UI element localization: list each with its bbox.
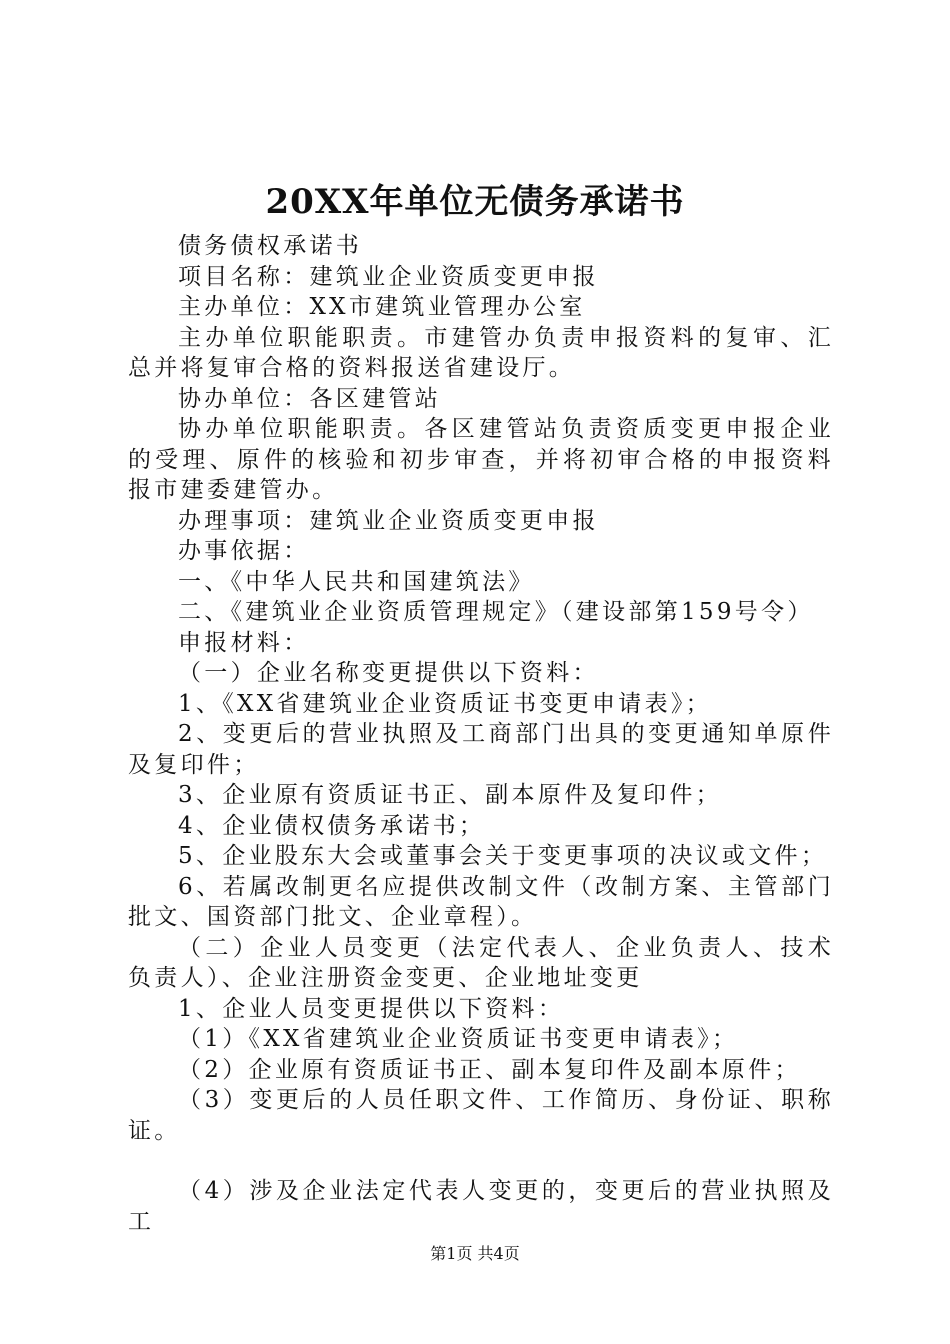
page-number: 第1页 共4页 bbox=[430, 1244, 520, 1263]
document-body bbox=[128, 231, 834, 1237]
paragraph: 6、若属改制更名应提供改制文件（改制方案、主管部门批文、国资部门批文、企业章程）。 bbox=[128, 873, 834, 930]
document-title: 20XX年单位无债务承诺书 bbox=[265, 182, 685, 222]
paragraph: （3）变更后的人员任职文件、工作简历、身份证、职称证。 bbox=[128, 1087, 834, 1144]
paragraph: 2、变更后的营业执照及工商部门出具的变更通知单原件及复印件； bbox=[128, 721, 834, 778]
paragraph: 二、《建筑业企业资质管理规定》（建设部第159号令） bbox=[178, 599, 814, 625]
paragraph: 主办单位：XX市建筑业管理办公室 bbox=[178, 294, 586, 320]
paragraph: 1、《XX省建筑业企业资质证书变更申请表》； bbox=[178, 690, 712, 717]
paragraph: （2）企业原有资质证书正、副本复印件及副本原件； bbox=[178, 1056, 801, 1083]
paragraph: 协办单位职能职责。各区建管站负责资质变更申报企业的受理、原件的核验和初步审查，并将初审合格的申报资料报市建委建管办。 bbox=[128, 416, 834, 503]
paragraph: 一、《中华人民共和国建筑法》 bbox=[178, 568, 535, 595]
paragraph: （一）企业名称变更提供以下资料： bbox=[178, 660, 599, 686]
paragraph: 4、企业债权债务承诺书； bbox=[178, 812, 486, 839]
paragraph: 办理事项：建筑业企业资质变更申报 bbox=[178, 507, 599, 534]
paragraph: 申报材料： bbox=[178, 629, 310, 656]
paragraph: 协办单位：各区建管站 bbox=[178, 385, 441, 412]
paragraph: 主办单位职能职责。市建管办负责申报资料的复审、汇总并将复审合格的资料报送省建设厅。 bbox=[128, 324, 834, 381]
paragraph: 债务债权承诺书 bbox=[178, 233, 363, 259]
paragraph: 1、企业人员变更提供以下资料： bbox=[178, 995, 565, 1022]
paragraph: （1）《XX省建筑业企业资质证书变更申请表》； bbox=[178, 1026, 739, 1052]
paragraph: （4）涉及企业法定代表人变更的，变更后的营业执照及工 bbox=[128, 1178, 834, 1235]
paragraph: （二）企业人员变更（法定代表人、企业负责人、技术负责人）、企业注册资金变更、企业地址变更 bbox=[128, 934, 834, 991]
paragraph: 办事依据： bbox=[178, 538, 310, 564]
paragraph: 5、企业股东大会或董事会关于变更事项的决议或文件； bbox=[178, 843, 828, 869]
paragraph: 项目名称：建筑业企业资质变更申报 bbox=[178, 263, 599, 290]
paragraph: 3、企业原有资质证书正、副本原件及复印件； bbox=[178, 782, 722, 808]
